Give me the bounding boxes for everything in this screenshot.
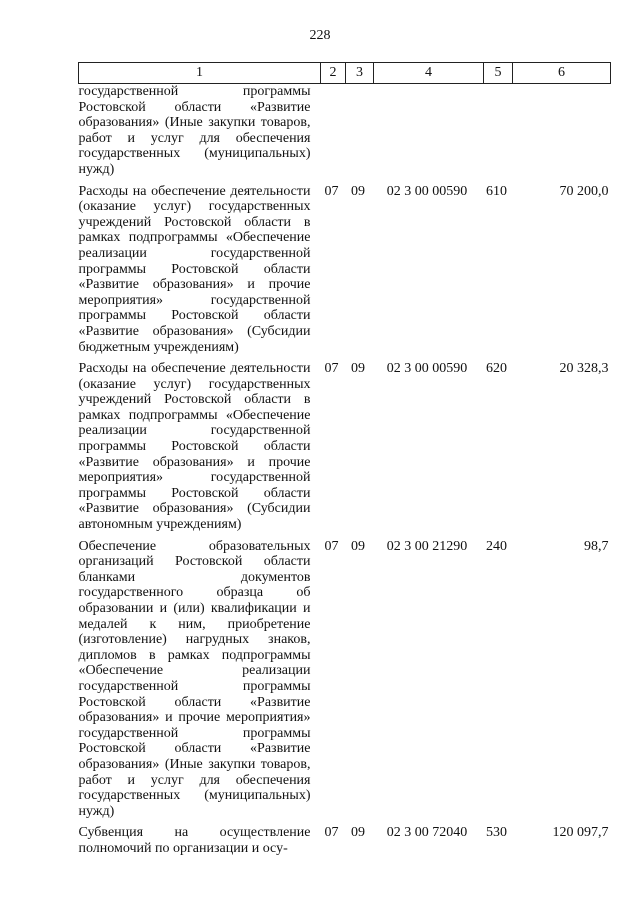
page-number: 228 (309, 28, 331, 43)
column-header: 5 (484, 63, 513, 84)
row-subsection-code: 09 (351, 183, 365, 199)
table-row (79, 539, 611, 826)
row-description: Расходы на обеспечение деятельности (оказание услуг) государственных учреждений Ростовской области в рамках подпрограммы «Обеспечение реализации государственной программы Ростовской области «Развитие образования» и прочие мероприятия» государственной программы Ростовской области «Развитие образования» (Субсидии автономным учреждениям) (78, 361, 311, 533)
row-description: Расходы на обеспечение деятельности (оказание услуг) государственных учреждений Ростовской области в рамках подпрограммы «Обеспечение реализации государственной программы Ростовской области «Развитие образования» и прочие мероприятия» государственной программы Ростовской области «Развитие образования» (Субсидии бюджетным учреждениям) (78, 183, 311, 355)
column-header: 4 (374, 63, 484, 84)
row-expense-type-code: 240 (486, 538, 507, 554)
row-target-item-code: 02 3 00 00590 (386, 361, 468, 377)
row-subsection-code: 09 (351, 825, 365, 841)
column-header: 1 (79, 63, 321, 84)
row-expense-type-code: 530 (486, 825, 507, 841)
table-row (79, 825, 611, 862)
table-row (79, 184, 611, 362)
row-subsection-code: 09 (351, 361, 365, 377)
column-header: 6 (513, 63, 611, 84)
table-header-row (79, 63, 611, 84)
table-row (79, 361, 611, 539)
row-section-code: 07 (324, 825, 339, 841)
column-header: 2 (321, 63, 346, 84)
column-header: 3 (346, 63, 374, 84)
row-amount: 98,7 (584, 538, 609, 554)
row-expense-type-code: 610 (486, 183, 507, 199)
row-target-item-code: 02 3 00 72040 (386, 825, 468, 841)
row-amount: 20 328,3 (559, 361, 609, 377)
row-subsection-code: 09 (351, 538, 365, 554)
row-amount: 70 200,0 (559, 183, 609, 199)
row-target-item-code (374, 84, 484, 184)
row-expense-type-code: 620 (486, 361, 507, 377)
row-description: Обеспечение образовательных организаций Ростовской области бланками документов государственного образца об образовании и (или) квалификации и медалей к ним, приобретение (изготовление) нагрудных знаков, дипломов в рамках подпрограммы «Обеспечение реализации государственной программы Ростовской области «Развитие образования» и прочие мероприятия» государственной программы Ростовской области «Развитие образования» (Иные закупки товаров, работ и услуг для обеспечения государственных (муниципальных) нужд) (78, 538, 311, 819)
row-subsection-code (346, 84, 374, 184)
row-section-code (321, 84, 346, 184)
row-expense-type-code (484, 84, 513, 184)
row-section-code: 07 (324, 183, 339, 199)
row-target-item-code: 02 3 00 21290 (386, 538, 468, 554)
row-description: Субвенция на осуществление полномочий по организации и осу- (78, 825, 311, 856)
row-description: государственной программы Ростовской области «Развитие образования» (Иные закупки товаров, работ и услуг для обеспечения государственных (муниципальных) нужд) (78, 84, 311, 177)
row-section-code: 07 (324, 361, 339, 377)
row-target-item-code: 02 3 00 00590 (386, 183, 468, 199)
row-amount: 120 097,7 (552, 825, 609, 841)
budget-table (78, 62, 611, 863)
row-section-code: 07 (324, 538, 339, 554)
row-amount (513, 84, 611, 184)
table-row (79, 84, 611, 184)
